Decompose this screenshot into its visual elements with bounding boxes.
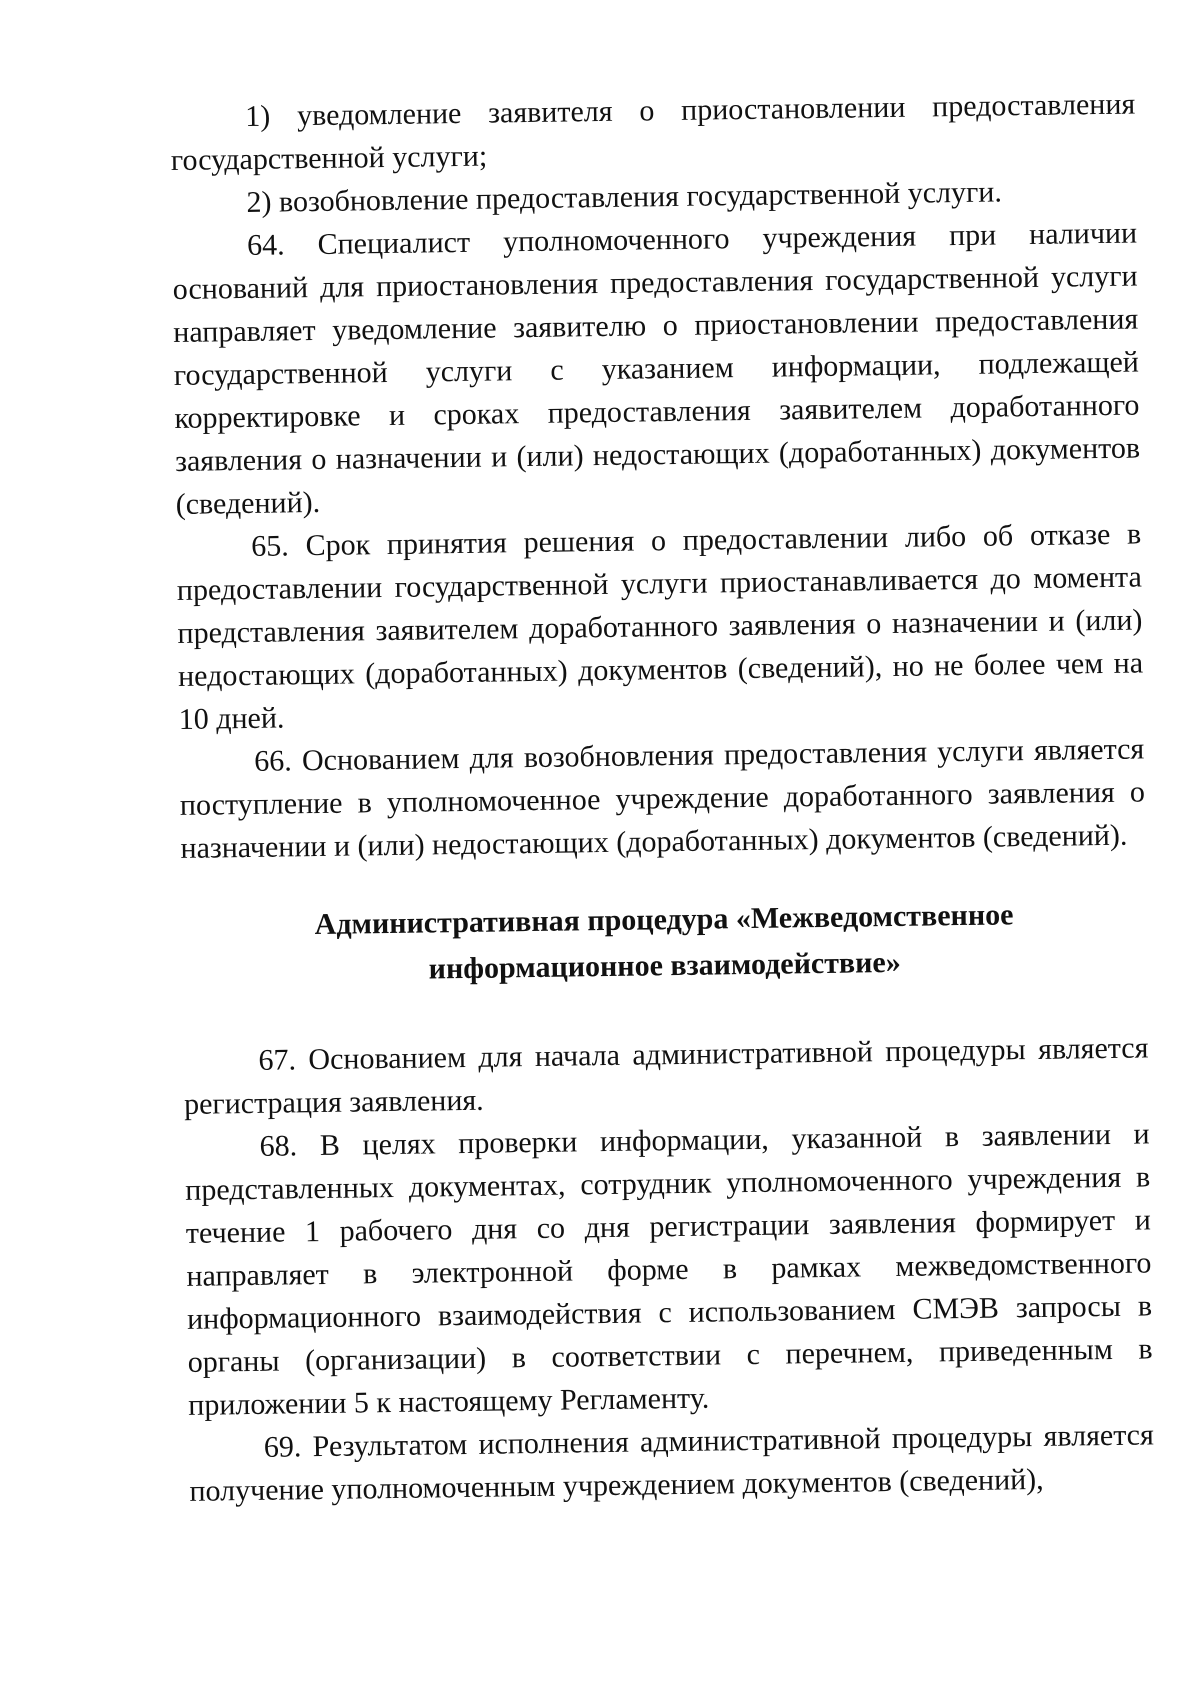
paragraph-64: 64. Специалист уполномоченного учреждения при наличии оснований для приостановления предоставления государственной услуги направляет уведомление заявителю о приостановлении предоставления государственной услуги с указанием информации, подлежащей корректировке и сроках предоставления заявителем доработанного заявления о назначении и (или) недостающих (доработанных) документов (сведений). [172, 216, 1141, 521]
paragraph-68: 68. В целях проверки информации, указанной в заявлении и представленных документах, сотрудник уполномоченного учреждения в течение 1 рабочего дня со дня регистрации заявления формирует и направляет в электронной форме в рамках межведомственного информационного взаимодействия с использованием СМЭВ запросы в органы (организации) в соответствии с перечнем, приведенным в приложении 5 к настоящему Регламенту. [185, 1117, 1153, 1422]
paragraph-69: 69. Результатом исполнения административной процедуры является получение уполномоченным учреждением документов (сведений), [189, 1418, 1155, 1508]
document-body [170, 83, 1155, 1513]
paragraph-notice-suspension: 1) уведомление заявителя о приостановлении предоставления государственной услуги; [170, 87, 1136, 177]
paragraph-resumption: 2) возобновление предоставления государственной услуги. [246, 175, 1003, 219]
paragraph-66: 66. Основанием для возобновления предоставления услуги является поступление в уполномоченное учреждение доработанного заявления о назначении и (или) недостающих (доработанных) документов (сведений). [179, 732, 1146, 865]
paragraph-65: 65. Срок принятия решения о предоставлении либо об отказе в предоставлении государственной услуги приостанавливается до момента представления заявителем доработанного заявления о назначении и (или) недостающих (доработанных) документов (сведений), но не более чем на 10 дней. [176, 517, 1144, 736]
section-heading-line-2: информационное взаимодействие» [428, 945, 901, 986]
section-heading [181, 856, 1148, 1039]
section-heading-line-1: Административная процедура «Межведомственное [314, 898, 1014, 942]
paragraph-67: 67. Основанием для начала административной процедуры является регистрация заявления. [183, 1031, 1149, 1121]
